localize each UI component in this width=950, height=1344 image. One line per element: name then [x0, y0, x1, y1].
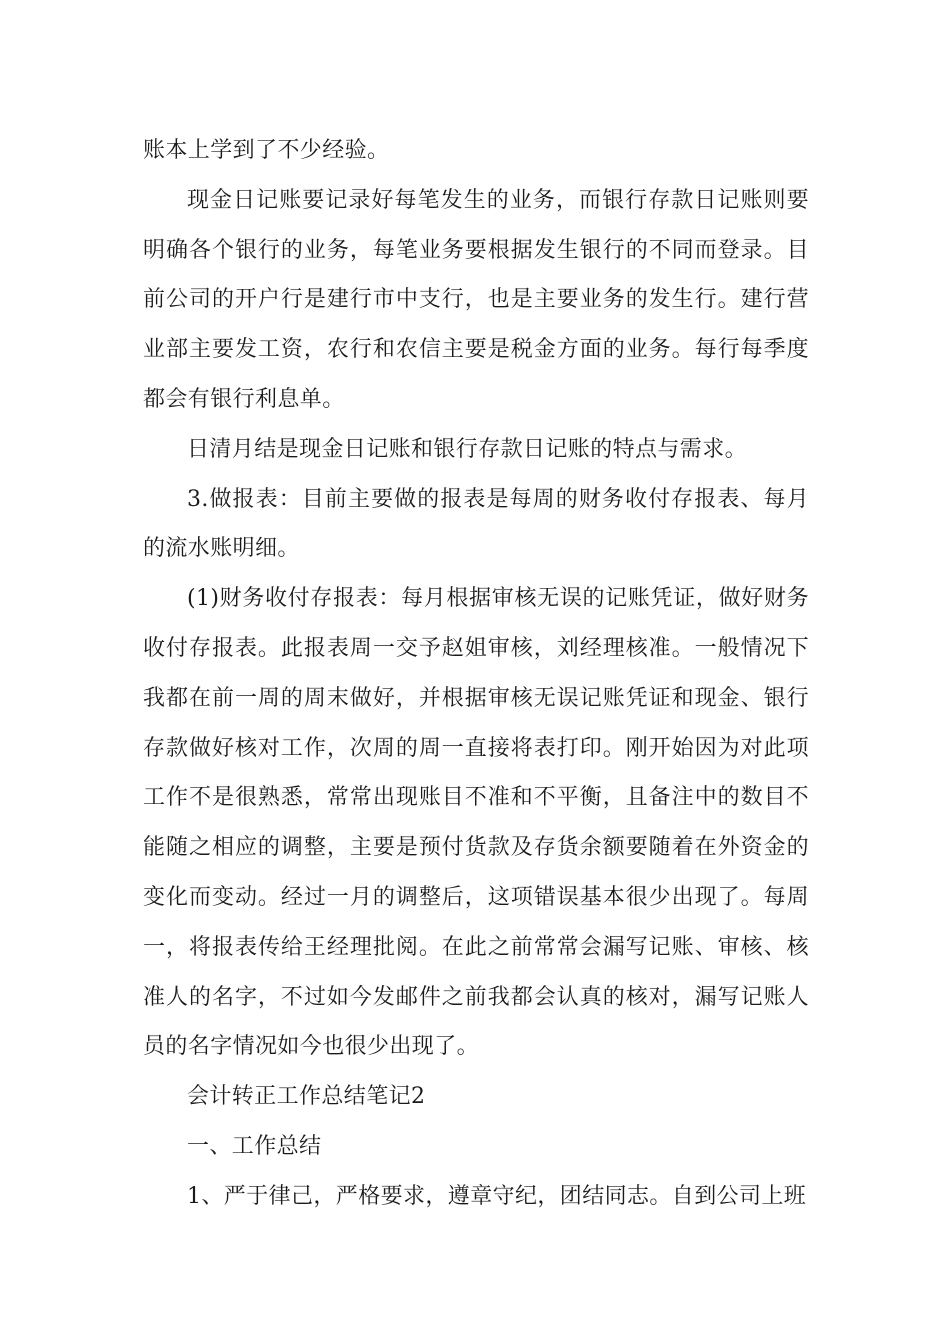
document-body: [143, 126, 809, 1222]
section-heading: 一、工作总结: [187, 1133, 322, 1159]
paragraph-continuation: 账本上学到了不少经验。: [143, 138, 390, 163]
paragraph-receipts-report: (1)财务收付存报表：每月根据审核无误的记账凭证，做好财务收付存报表。此报表周一交予赵姐审核，刘经理核准。一般情况下我都在前一周的周末做好，并根据审核无误记账凭证和现金、银行存款做好核对工作，次周的周一直接将表打印。刚开始因为对此项工作不是很熟悉，常常出现账目不准和不平衡，且备注中的数目不能随之相应的调整，主要是预付货款及存货余额要随着在外资金的变化而变动。经过一月的调整后，这项错误基本很少出现了。每周一，将报表传给王经理批阅。在此之前常常会漏写记账、审核、核准人的名字，不过如今发邮件之前我都会认真的核对，漏写记账人员的名字情况如今也很少出现了。: [143, 586, 809, 1060]
section-title: 会计转正工作总结笔记2: [187, 1084, 426, 1110]
paragraph-cash-journal: 现金日记账要记录好每笔发生的业务，而银行存款日记账则要明确各个银行的业务，每笔业务要根据发生银行的不同而登录。目前公司的开户行是建行市中支行，也是主要业务的发生行。建行营业部主要发工资，农行和农信主要是税金方面的业务。每行每季度都会有银行利息单。: [143, 187, 809, 412]
paragraph-daily-settlement: 日清月结是现金日记账和银行存款日记账的特点与需求。: [187, 436, 748, 462]
paragraph-discipline: 1、严于律己，严格要求，遵章守纪，团结同志。自到公司上班: [187, 1183, 807, 1209]
paragraph-reports: 3.做报表：目前主要做的报表是每周的财务收付存报表、每月的流水账明细。: [143, 486, 809, 562]
